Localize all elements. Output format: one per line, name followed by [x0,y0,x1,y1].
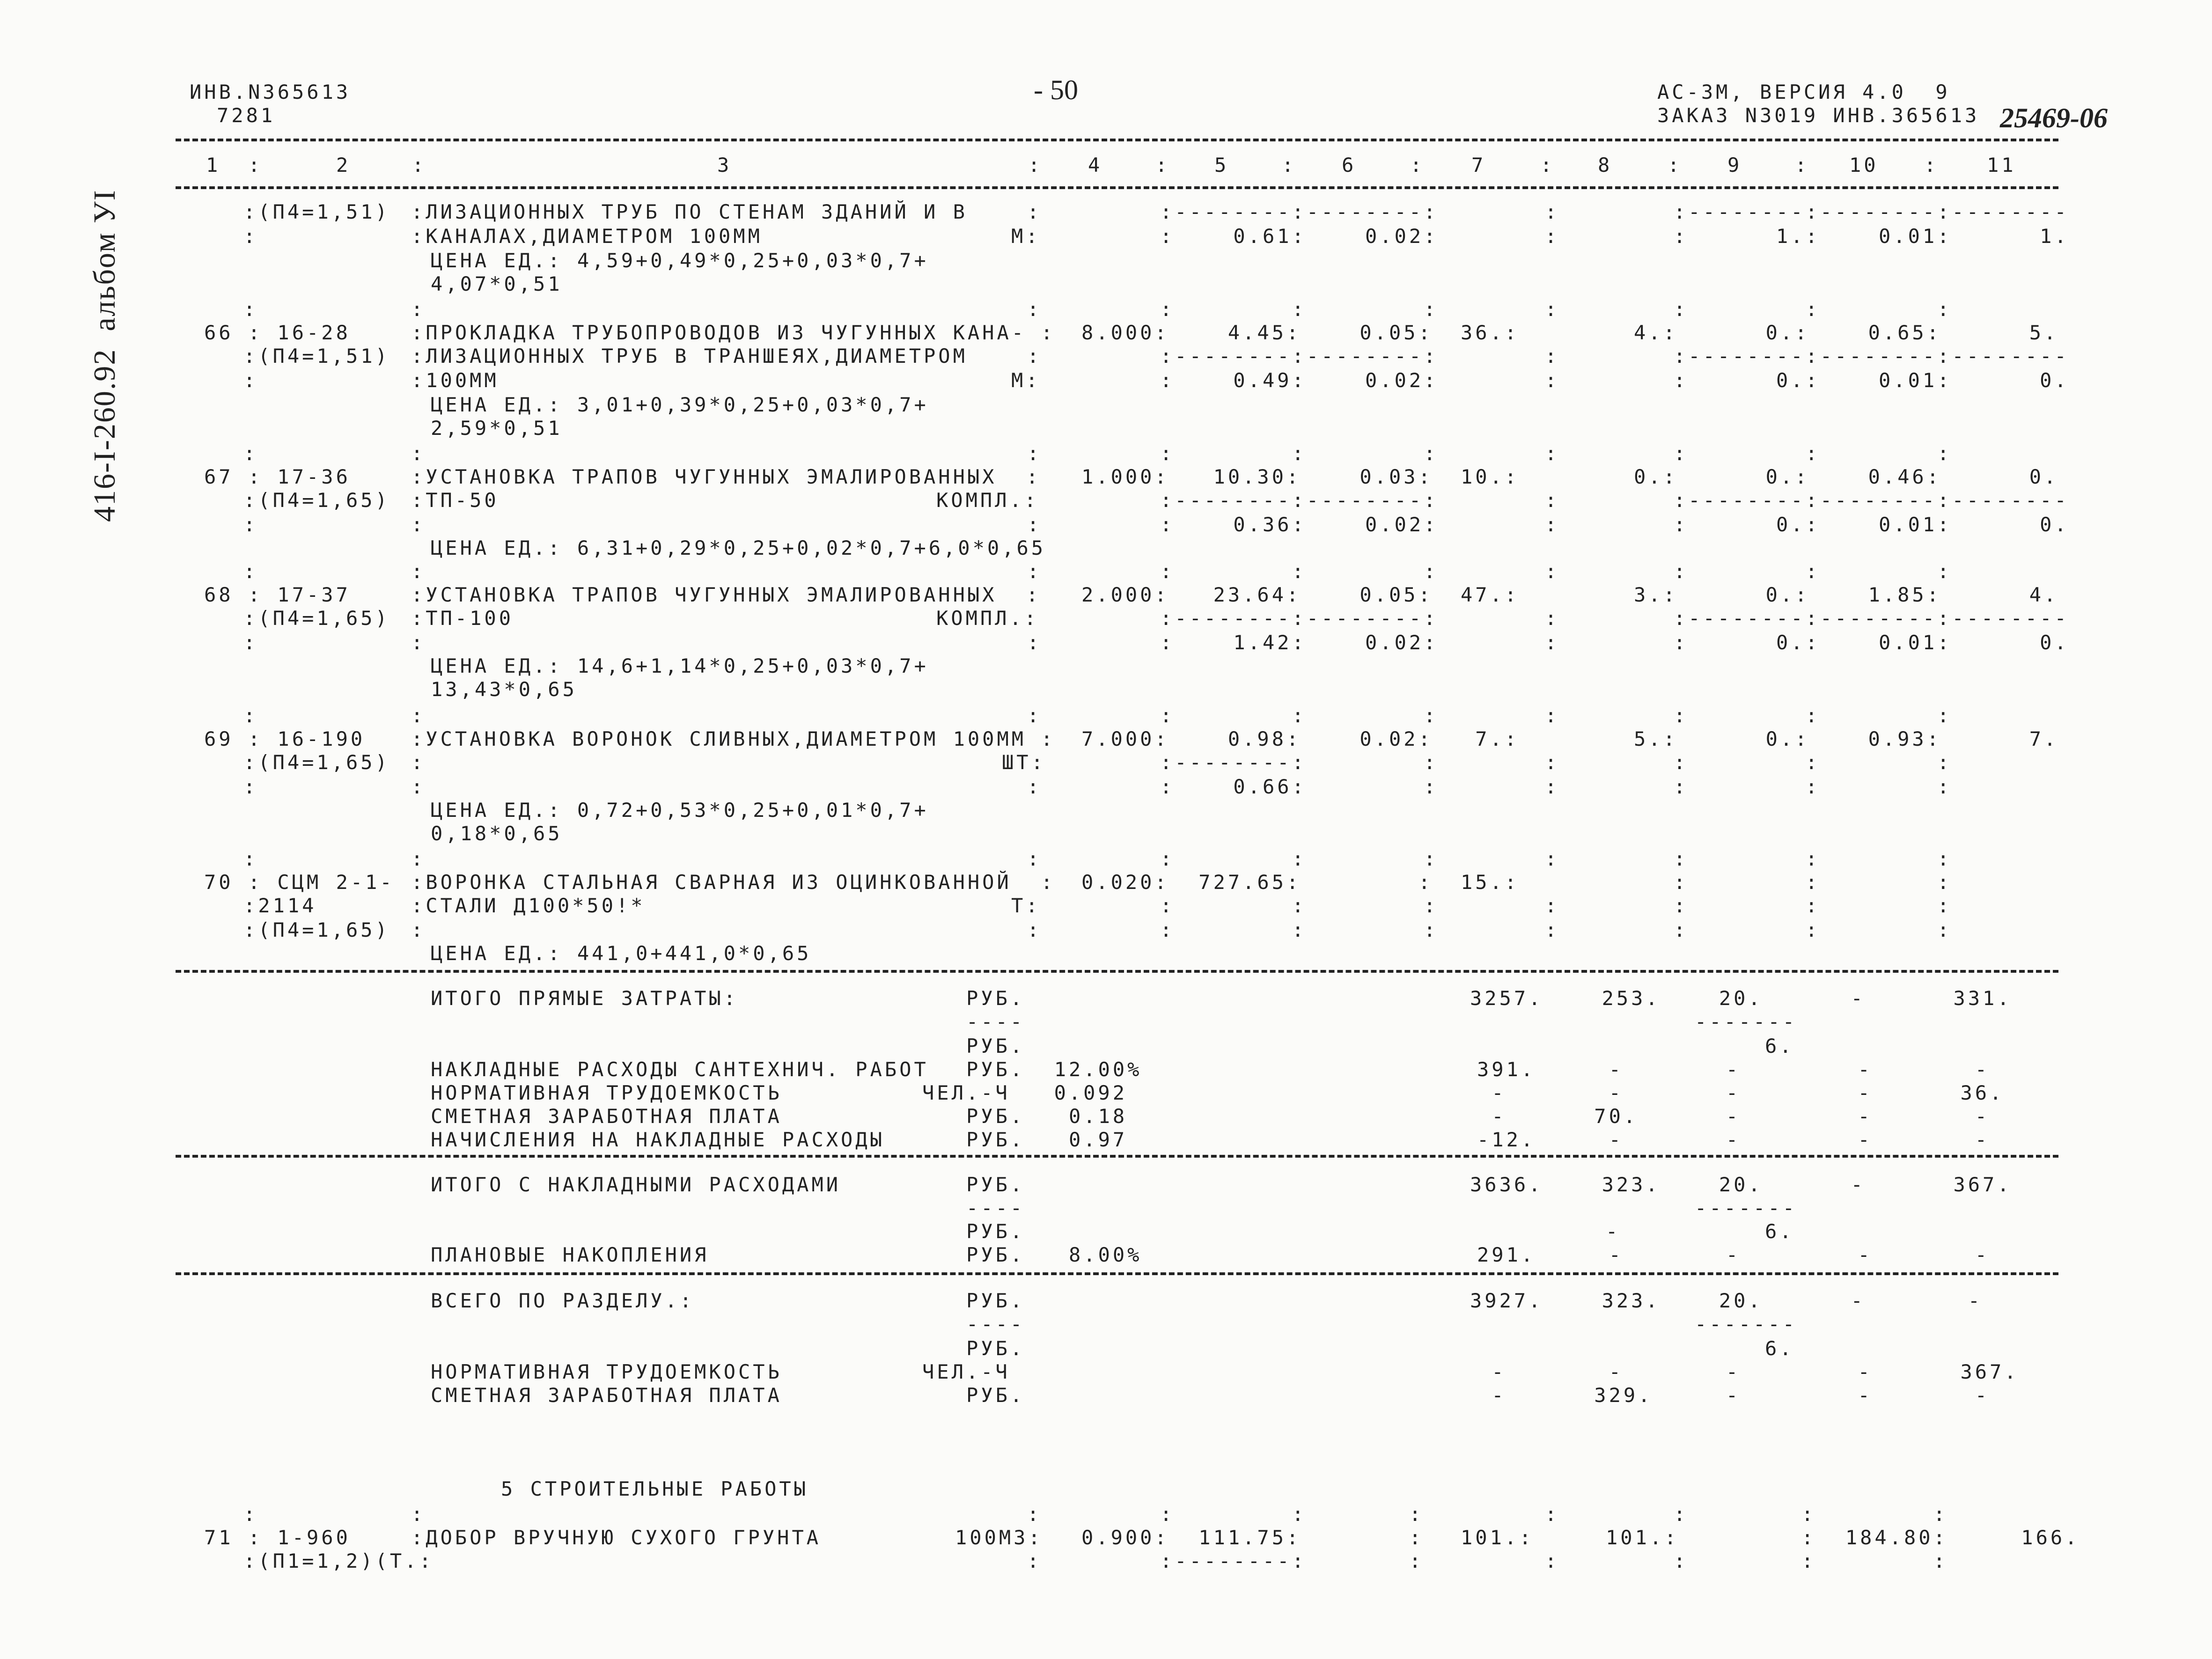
printout-line: 6. [1765,1220,1794,1243]
printout-line: 4.: 0.: 0.65: 5. [1634,321,2059,344]
printout-line: : [1674,1549,1689,1572]
column-header: 10 [1849,154,1879,176]
printout-line: :--------:--------:-------- [1674,345,2069,367]
printout-line: : [1027,704,1042,727]
printout-line: : [243,847,258,870]
printout-line: :ДОБОР ВРУЧНУЮ СУХОГО ГРУНТА [411,1526,822,1549]
printout-line: 7.: [1461,727,1520,750]
printout-line: : 0.61: 0.02: [1160,225,1439,248]
printout-line: 2,59*0,51 [431,417,563,440]
printout-line: : [1027,847,1042,870]
printout-line: : [411,298,426,321]
printout-line: :КАНАЛАХ,ДИАМЕТРОМ 100ММ [411,225,763,248]
printout-line: :(П4=1,65) [243,607,390,630]
column-header: 11 [1987,154,2016,176]
printout-line: : : : [1160,704,1439,727]
printout-line: : [1545,775,1560,798]
printout-line: : [411,442,426,465]
printout-line: 66 : 16-28 [204,321,351,344]
printout-line: : : : [1674,560,1952,583]
printout-line: : : : [1160,847,1439,870]
printout-line: РУБ. [966,1035,1025,1057]
table-rule [176,139,2058,141]
printout-line: 3257. 253. 20. - 331. [1470,987,2012,1010]
column-separators: : [1668,154,1680,176]
printout-line: НОРМАТИВНАЯ ТРУДОЕМКОСТЬ [431,1081,782,1104]
printout-line: : 184.80: 166. [1801,1526,2080,1549]
printout-line: - - - - 36. [1477,1081,2005,1104]
printout-line: 391. - - - - [1477,1058,1990,1081]
printout-line: : : : [1674,442,1952,465]
column-separators: : [1028,154,1040,176]
printout-line: : [1545,489,1560,512]
printout-line: 36.: [1461,321,1520,344]
printout-line: :--------:--------:-------- [1674,489,2069,512]
printout-line: : [411,631,426,654]
printout-line: :--------:--------:-------- [1674,200,2069,223]
printout-line: : [1545,345,1560,367]
printout-line: 101.: [1606,1526,1679,1549]
printout-line: : [411,847,426,870]
printout-line: : [1409,1526,1424,1549]
printout-line: : : : [1674,894,1952,917]
printout-line: Т: [1011,894,1041,917]
printout-line: : [1545,751,1560,774]
printout-line: : [1027,200,1042,223]
column-separators: : [412,154,424,176]
handwritten-code: 25469-06 [2000,103,2108,133]
printout-line: ВСЕГО ПО РАЗДЕЛУ.: [431,1289,695,1312]
printout-line: ЦЕНА ЕД.: 0,72+0,53*0,25+0,01*0,7+ [431,799,929,822]
printout-line: 5 СТРОИТЕЛЬНЫЕ РАБОТЫ [501,1477,809,1500]
printout-line: : 1.42: 0.02: [1160,631,1439,654]
printout-line: : : [1160,1503,1307,1526]
printout-line: :2114 [243,894,317,917]
printout-line: : [243,225,258,248]
printout-line: ЧЕЛ.-Ч [922,1360,1010,1383]
column-separators: : [248,154,260,176]
printout-line: : [1545,200,1560,223]
printout-line: : [1545,607,1560,630]
printout-line: : [1545,918,1560,941]
printout-line: - [1606,1220,1621,1243]
printout-line: НАКЛАДНЫЕ РАСХОДЫ САНТЕХНИЧ. РАБОТ [431,1058,929,1081]
printout-line: ---- [966,1010,1025,1033]
printout-line: : [411,513,426,536]
table-rule [176,186,2058,189]
page-number: - 50 [1034,74,1078,105]
printout-line: : [1545,1503,1560,1526]
printout-line: 3636. 323. 20. - 367. [1470,1173,2012,1196]
table-rule [176,1272,2058,1275]
printout-line: М: [1011,225,1041,248]
printout-line: РУБ. 12.00% [966,1058,1142,1081]
column-separators: : [1410,154,1422,176]
printout-line: : [1027,1549,1042,1572]
printout-line: :(П4=1,65) [243,489,390,512]
inventory-number: ИНВ.N365613 [190,81,351,103]
table-rule [176,970,2058,973]
printout-line: : [243,704,258,727]
printout-line: : [243,513,258,536]
printout-line: :--------:--------: [1160,200,1439,223]
printout-line: ИТОГО ПРЯМЫЕ ЗАТРАТЫ: [431,987,739,1010]
printout-line: 101.: [1461,1526,1534,1549]
printout-line: : : [1801,1549,1948,1572]
printout-line: : [1545,1549,1560,1572]
printout-line: 15.: [1461,871,1520,894]
side-album-label: 416-I-260.92 альбом УI [88,189,122,522]
printout-line: : : : [1160,560,1439,583]
printout-line: 2.000: 23.64: 0.05: [1081,583,1433,606]
printout-line: : [1027,1503,1042,1526]
printout-line: ---- [966,1197,1025,1219]
printout-line: ПЛАНОВЫЕ НАКОПЛЕНИЯ [431,1243,709,1266]
printout-line: 5.: 0.: 0.93: 7. [1634,727,2059,750]
printout-line: :ТП-50 [411,489,499,512]
printout-line: : [1027,298,1042,321]
printout-line: :(П4=1,65) [243,751,390,774]
column-header: 6 [1342,154,1357,176]
column-header: 3 [717,154,732,176]
printout-line: -12. - - - - [1477,1128,1990,1151]
printout-line: - - - - 367. [1477,1360,2019,1383]
printout-line: : [1027,345,1042,367]
printout-line: 4,07*0,51 [431,272,563,295]
printout-line: : 0.36: 0.02: [1160,513,1439,536]
printout-line: : [1027,513,1042,536]
printout-line: М: [1011,369,1041,392]
printout-line: : : : [1674,918,1952,941]
printout-line: : : : [1674,298,1952,321]
printout-line: :УСТАНОВКА ТРАПОВ ЧУГУННЫХ ЭМАЛИРОВАННЫХ : [411,583,1041,606]
printout-line: : [1545,369,1560,392]
printout-line: : [1027,442,1042,465]
printout-line: РУБ. [966,1384,1025,1407]
printout-line: 71 : 1-960 [204,1526,351,1549]
printout-line: : [1545,560,1560,583]
document-code: 7281 [217,104,276,127]
printout-line: ------- [1695,1010,1798,1033]
printout-line: КОМПЛ.: [936,607,1039,630]
printout-line: : [411,751,426,774]
printout-line: - 329. - - - [1477,1384,1990,1407]
printout-line: : : : [1160,918,1439,941]
printout-line: 0.: 0.: 0.46: 0. [1634,465,2059,488]
printout-line: : [243,298,258,321]
printout-line: : [243,560,258,583]
printout-line: 0.020: 727.65: : [1081,871,1433,894]
printout-line: ------- [1695,1197,1798,1219]
printout-line: КОМПЛ.: [936,489,1039,512]
printout-line: 67 : 17-36 [204,465,351,488]
printout-line: - 70. - - - [1477,1105,1990,1128]
printout-line: РУБ. 8.00% [966,1243,1142,1266]
printout-line: : 0.: 0.01: 0. [1674,631,2069,654]
printout-line: РУБ. [966,1220,1025,1243]
printout-line: :СТАЛИ Д100*50!* [411,894,646,917]
printout-line: 1.000: 10.30: 0.03: [1081,465,1433,488]
printout-line: : [411,560,426,583]
printout-line: :(П1=1,2)(Т.: [243,1549,434,1572]
printout-line: : [1027,775,1042,798]
printout-line: : [243,442,258,465]
column-header: 8 [1598,154,1613,176]
printout-line: :--------: : [1160,751,1439,774]
printout-line: ИТОГО С НАКЛАДНЫМИ РАСХОДАМИ [431,1173,841,1196]
printout-line: ------- [1695,1313,1798,1336]
printout-line: ---- [966,1313,1025,1336]
printout-line: ЦЕНА ЕД.: 441,0+441,0*0,65 [431,942,812,965]
printout-line: : [243,775,258,798]
printout-line: : : [1801,1503,1948,1526]
printout-line: : : : [1674,704,1952,727]
printout-line: : : : [1674,871,1952,894]
printout-line: ЦЕНА ЕД.: 6,31+0,29*0,25+0,02*0,7+6,0*0,65 [431,536,1046,559]
printout-line: 0.900: 111.75: [1081,1526,1301,1549]
program-version: АС-3М, ВЕРСИЯ 4.0 9 [1657,81,1950,103]
printout-line: РУБ. [966,1173,1025,1196]
printout-line: :УСТАНОВКА ТРАПОВ ЧУГУННЫХ ЭМАЛИРОВАННЫХ : [411,465,1041,488]
printout-line: 70 : СЦМ 2-1- [204,871,395,894]
column-separators: : [1282,154,1294,176]
printout-line: :ТП-100 [411,607,514,630]
printout-line: РУБ. 0.18 [966,1105,1128,1128]
printout-line: ЦЕНА ЕД.: 4,59+0,49*0,25+0,03*0,7+ [431,249,929,272]
printout-line: : [411,704,426,727]
printout-line: : [411,918,426,941]
printout-line: 291. - - - - [1477,1243,1990,1266]
printout-line: 13,43*0,65 [431,678,577,701]
printout-line: :--------:--------: [1160,489,1439,512]
printout-line: СМЕТНАЯ ЗАРАБОТНАЯ ПЛАТА [431,1384,782,1407]
column-header: 2 [336,154,351,176]
printout-line: 68 : 17-37 [204,583,351,606]
printout-line: 3.: 0.: 1.85: 4. [1634,583,2059,606]
printout-line: 6. [1765,1337,1794,1360]
printout-line: : [1409,1549,1424,1572]
printout-line: 0,18*0,65 [431,822,563,845]
column-header: 1 [206,154,221,176]
printout-line: : [1545,513,1560,536]
column-header: 5 [1214,154,1229,176]
printout-line: : [1545,894,1560,917]
printout-line: : : : [1674,751,1952,774]
printout-line: РУБ. 0.97 [966,1128,1128,1151]
printout-line: : [1545,225,1560,248]
printout-line: :--------:--------: [1160,607,1439,630]
printout-line: 3927. 323. 20. - - [1470,1289,1983,1312]
column-separators: : [1540,154,1552,176]
printout-line: 7.000: 0.98: 0.02: [1081,727,1433,750]
printout-line: ЦЕНА ЕД.: 14,6+1,14*0,25+0,03*0,7+ [431,654,929,677]
printout-line: :ПРОКЛАДКА ТРУБОПРОВОДОВ ИЗ ЧУГУННЫХ КАНА- : [411,321,1056,344]
printout-line: : : : [1674,775,1952,798]
printout-line: : [1545,298,1560,321]
printout-line: : : : [1160,894,1439,917]
printout-line: 8.000: 4.45: 0.05: [1081,321,1433,344]
printout-line: : 0.66: : [1160,775,1439,798]
printout-line: : [243,1503,258,1526]
printout-line: : 0.: 0.01: 0. [1674,513,2069,536]
column-separators: : [1795,154,1807,176]
printout-line: :ЛИЗАЦИОННЫХ ТРУБ ПО СТЕНАМ ЗДАНИЙ И В [411,200,968,223]
printout-line: :--------: [1160,1549,1307,1572]
printout-line: :--------:--------: [1160,345,1439,367]
printout-line: ЧЕЛ.-Ч 0.092 [922,1081,1128,1104]
printout-line: 100М3: [955,1526,1043,1549]
printout-line: :УСТАНОВКА ВОРОНОК СЛИВНЫХ,ДИАМЕТРОМ 100ММ : [411,727,1056,750]
printout-line: : [1027,631,1042,654]
printout-line: :(П4=1,51) [243,345,390,367]
printout-line: : [243,369,258,392]
printout-line: :100ММ [411,369,499,392]
printout-line: : [1027,560,1042,583]
printout-line: : [1545,442,1560,465]
column-header: 9 [1727,154,1742,176]
column-separators: : [1155,154,1168,176]
printout-line: : [1545,704,1560,727]
printout-line: : [411,775,426,798]
printout-line: :(П4=1,65) [243,918,390,941]
printout-line: : 1.: 0.01: 1. [1674,225,2069,248]
printout-line: : : : [1160,442,1439,465]
printout-line: : [411,1503,426,1526]
printout-line: 10.: [1461,465,1520,488]
printout-line: : [1409,1503,1424,1526]
printout-line: : [1545,631,1560,654]
printout-line: 47.: [1461,583,1520,606]
printout-line: : [243,631,258,654]
printout-line: :ВОРОНКА СТАЛЬНАЯ СВАРНАЯ ИЗ ОЦИНКОВАННОЙ : [411,871,1056,894]
printout-line: НОРМАТИВНАЯ ТРУДОЕМКОСТЬ [431,1360,782,1383]
printout-line: СМЕТНАЯ ЗАРАБОТНАЯ ПЛАТА [431,1105,782,1128]
printout-line: : 0.49: 0.02: [1160,369,1439,392]
printout-line: : [1545,847,1560,870]
printout-line: : : : [1160,298,1439,321]
printout-line: РУБ. [966,987,1025,1010]
printout-line: :--------:--------:-------- [1674,607,2069,630]
table-rule [176,1155,2058,1158]
printout-line: РУБ. [966,1337,1025,1360]
printout-line: : [1674,1503,1689,1526]
printout-line: ШТ: [1002,751,1046,774]
column-header: 7 [1471,154,1486,176]
printout-line: РУБ. [966,1289,1025,1312]
column-separators: : [1924,154,1936,176]
column-header: 4 [1088,154,1103,176]
printout-line: 6. [1765,1035,1794,1057]
printout-line: : 0.: 0.01: 0. [1674,369,2069,392]
printout-line: ЦЕНА ЕД.: 3,01+0,39*0,25+0,03*0,7+ [431,393,929,416]
printout-line: :(П4=1,51) [243,200,390,223]
printout-line: : [1027,918,1042,941]
printout-line: : : : [1674,847,1952,870]
order-number: ЗАКАЗ N3019 ИНВ.365613 [1657,104,1980,127]
printout-line: :ЛИЗАЦИОННЫХ ТРУБ В ТРАНШЕЯХ,ДИАМЕТРОМ [411,345,968,367]
printout-line: 69 : 16-190 [204,727,366,750]
printout-line: НАЧИСЛЕНИЯ НА НАКЛАДНЫЕ РАСХОДЫ [431,1128,885,1151]
